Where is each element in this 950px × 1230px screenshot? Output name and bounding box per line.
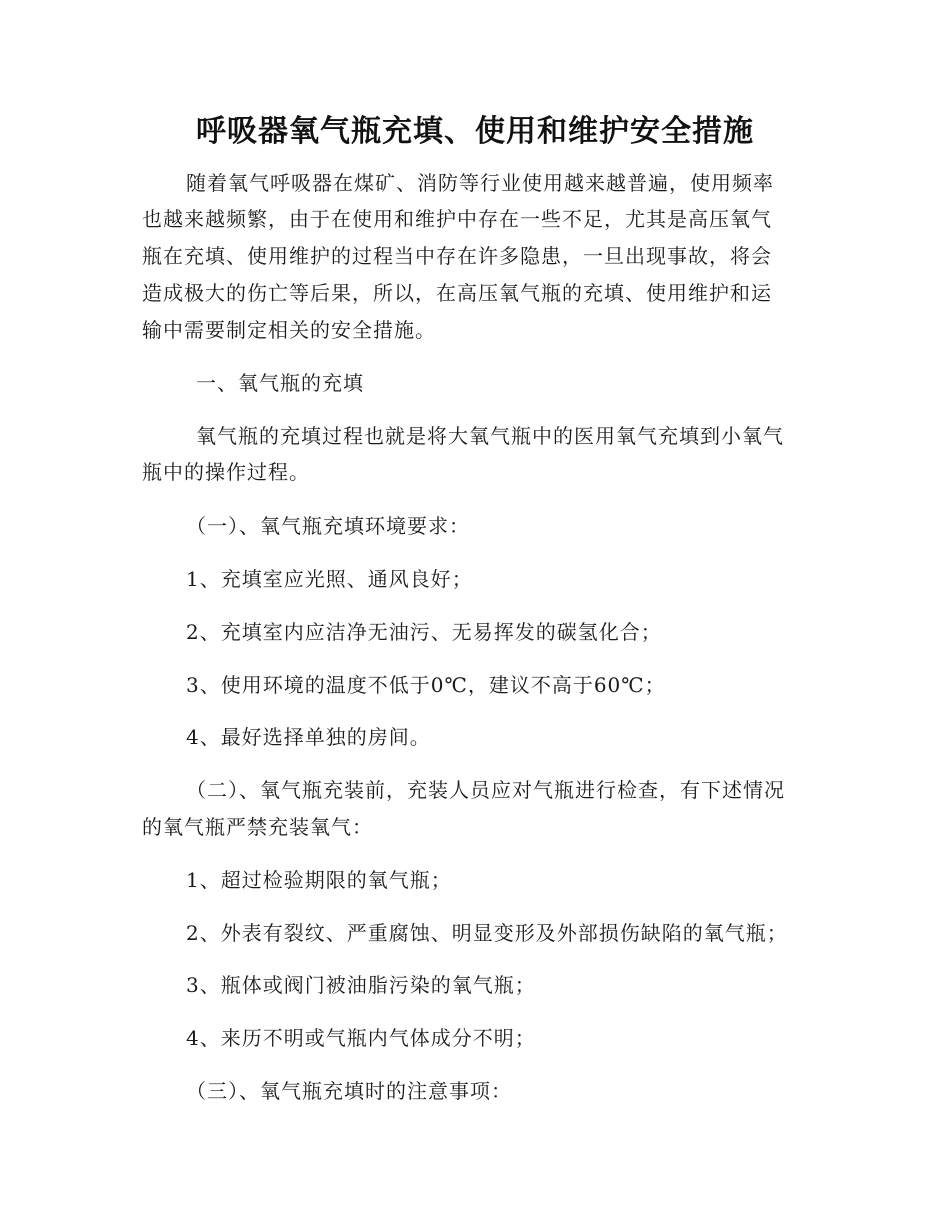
sub1-item-4: 4、最好选择单独的房间。 xyxy=(186,725,431,749)
sub2-item-3: 3、瓶体或阀门被油脂污染的氧气瓶； xyxy=(186,973,536,997)
sub2-item-4: 4、来历不明或气瓶内气体成分不明； xyxy=(186,1026,536,1050)
sub1-heading: （一）、氧气瓶充填环境要求： xyxy=(186,514,470,538)
document-title: 呼吸器氧气瓶充填、使用和维护安全措施 xyxy=(196,114,754,149)
intro-line-1: 随着氧气呼吸器在煤矿、消防等行业使用越来越普遍，使用频率 xyxy=(186,171,774,195)
intro-line-3: 瓶在充填、使用维护的过程当中存在许多隐患，一旦出现事故，将会 xyxy=(142,244,772,268)
sub2-heading-line-2: 的氧气瓶严禁充装氧气： xyxy=(142,815,373,839)
section1-para-line-2: 瓶中的操作过程。 xyxy=(142,460,310,484)
sub3-heading: （三）、氧气瓶充填时的注意事项： xyxy=(186,1079,512,1103)
section1-heading: 一、氧气瓶的充填 xyxy=(196,371,364,395)
section1-para-line-1: 氧气瓶的充填过程也就是将大氧气瓶中的医用氧气充填到小氧气 xyxy=(196,424,784,448)
intro-line-5: 输中需要制定相关的安全措施。 xyxy=(142,318,436,342)
sub2-item-1: 1、超过检验期限的氧气瓶； xyxy=(186,868,452,892)
sub1-item-3: 3、使用环境的温度不低于0℃，建议不高于60℃； xyxy=(186,673,666,697)
sub2-item-2: 2、外表有裂纹、严重腐蚀、明显变形及外部损伤缺陷的氧气瓶； xyxy=(186,921,788,945)
intro-line-4: 造成极大的伤亡等后果，所以，在高压氧气瓶的充填、使用维护和运 xyxy=(142,281,772,305)
sub1-item-2: 2、充填室内应洁净无油污、无易挥发的碳氢化合； xyxy=(186,620,662,644)
intro-line-2: 也越来越频繁，由于在使用和维护中存在一些不足，尤其是高压氧气 xyxy=(142,207,772,231)
sub2-heading-line-1: （二）、氧气瓶充装前，充装人员应对气瓶进行检查，有下述情况 xyxy=(186,778,785,802)
sub1-item-1: 1、充填室应光照、通风良好； xyxy=(186,567,473,591)
